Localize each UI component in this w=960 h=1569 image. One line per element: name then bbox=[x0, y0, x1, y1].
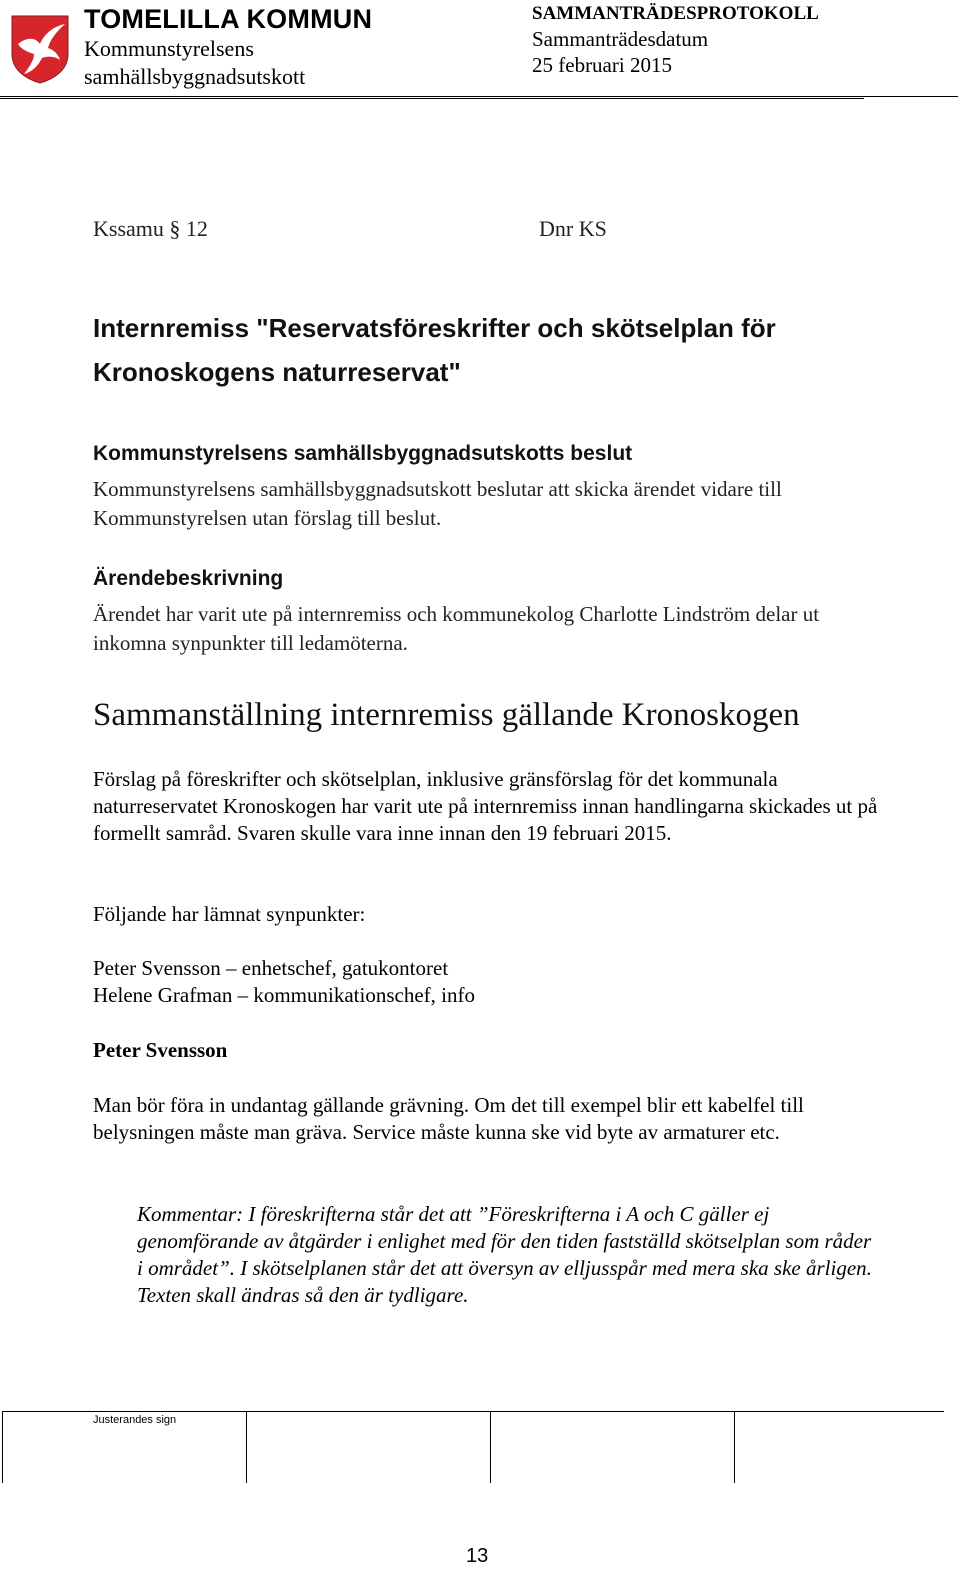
signature-box-divider bbox=[490, 1411, 491, 1483]
decision-heading: Kommunstyrelsens samhällsbyggnadsutskotts beslut bbox=[93, 442, 633, 465]
signature-box-divider bbox=[2, 1411, 3, 1483]
municipality-name: TOMELILLA KOMMUN bbox=[84, 4, 373, 34]
committee-name-line-2: samhällsbyggnadsutskott bbox=[84, 64, 306, 89]
registration-number: Dnr KS bbox=[539, 216, 607, 241]
signature-box-top-border bbox=[2, 1411, 944, 1412]
description-heading: Ärendebeskrivning bbox=[93, 567, 284, 590]
summary-heading: Sammanställning internremiss gällande Kronoskogen bbox=[93, 697, 800, 733]
respondent-name: Peter Svensson bbox=[93, 1038, 228, 1062]
document-title: Internremiss "Reservatsföreskrifter och skötselplan för Kronoskogens naturreservat" bbox=[93, 313, 776, 387]
summary-text: Förslag på föreskrifter och skötselplan, inklusive gränsförslag för det kommunala naturreservatet Kronoskogen har varit ute på internremiss innan handlingarna skickades ut på formellt samråd. Svaren skulle vara inne innan den 19 februari 2015. bbox=[93, 767, 878, 845]
page-number: 13 bbox=[466, 1545, 489, 1567]
meeting-date: 25 februari 2015 bbox=[532, 53, 672, 77]
case-number: Kssamu § 12 bbox=[93, 216, 208, 241]
commenter-item: Peter Svensson – enhetschef, gatukontoret bbox=[93, 956, 449, 980]
comment-text: Kommentar: I föreskrifterna står det att ”Föreskrifterna i A och C gäller ej genomförande av åtgärder i enlighet med för den tiden fastställd skötselplan som råder i området”. I skötselplanen står det att översyn av elljusspår med mera ska ske årligen. Texten skall ändras så den är tydligare. bbox=[137, 1202, 872, 1307]
meeting-date-label: Sammanträdesdatum bbox=[532, 27, 709, 51]
signature-box-divider bbox=[734, 1411, 735, 1483]
municipality-crest-icon bbox=[10, 14, 70, 84]
response-text: Man bör föra in undantag gällande grävning. Om det till exempel blir ett kabelfel till belysningen måste man gräva. Service måste kunna ske vid byte av armaturer etc. bbox=[93, 1093, 804, 1144]
decision-text: Kommunstyrelsens samhällsbyggnadsutskott beslutar att skicka ärendet vidare till Kommunstyrelsen utan förslag till beslut. bbox=[93, 477, 782, 530]
header-divider bbox=[0, 96, 958, 97]
committee-name-line-1: Kommunstyrelsens bbox=[84, 36, 254, 61]
signature-box-divider bbox=[246, 1411, 247, 1483]
commenters-intro: Följande har lämnat synpunkter: bbox=[93, 902, 366, 926]
signature-label: Justerandes sign bbox=[93, 1414, 177, 1426]
description-text: Ärendet har varit ute på internremiss och kommunekolog Charlotte Lindström delar ut inkomna synpunkter till ledamöterna. bbox=[93, 602, 820, 655]
commenter-item: Helene Grafman – kommunikationschef, info bbox=[93, 983, 475, 1007]
protocol-title: SAMMANTRÄDESPROTOKOLL bbox=[532, 3, 819, 24]
header-divider-secondary bbox=[0, 98, 864, 99]
